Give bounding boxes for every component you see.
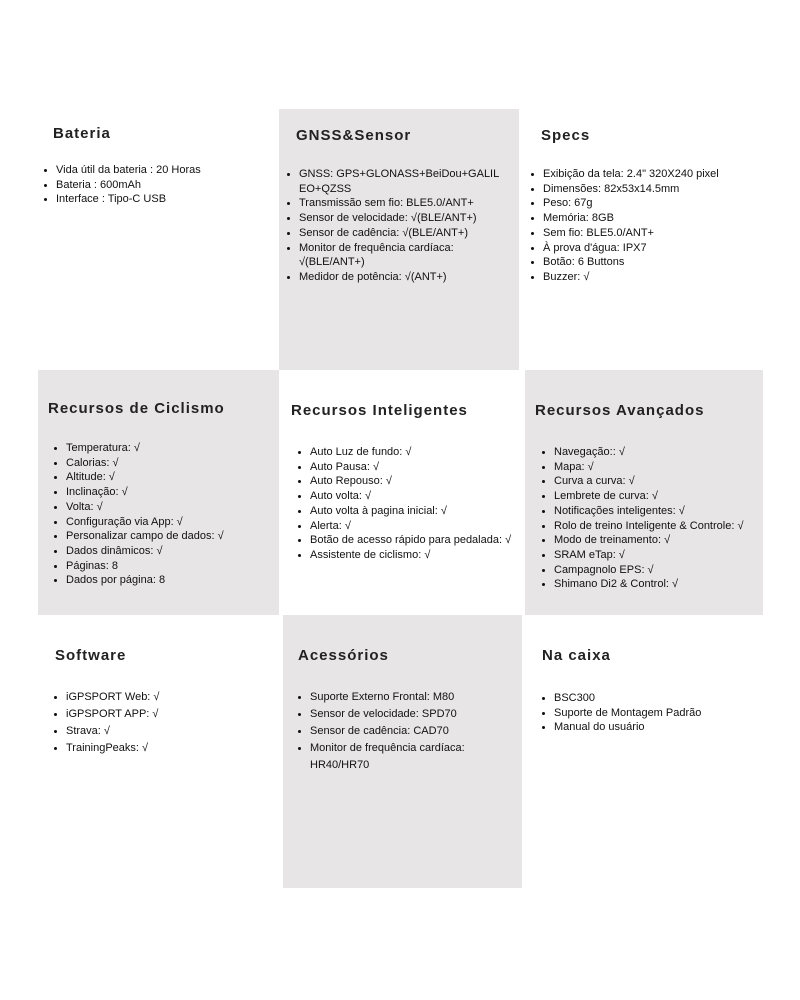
- list-item: • Exibição da tela: 2.4" 320X240 pixel: [543, 167, 773, 182]
- list-item: • Altitude: √: [66, 470, 291, 485]
- list-item: • Dimensões: 82x53x14.5mm: [543, 182, 773, 197]
- list-item: • Sensor de cadência: √(BLE/ANT+): [299, 226, 504, 241]
- feature-list: [536, 445, 779, 592]
- list-item: • Bateria : 600mAh: [56, 178, 281, 193]
- list-item: • Lembrete de curva: √: [554, 489, 779, 504]
- list-item: • Memória: 8GB: [543, 211, 773, 226]
- list-item: • Personalizar campo de dados: √: [66, 529, 291, 544]
- list-item: • Strava: √: [66, 723, 291, 740]
- section-title: Recursos Avançados: [535, 402, 705, 419]
- list-item: • GNSS: GPS+GLONASS+BeiDou+GALILEO+QZSS: [299, 167, 504, 196]
- section-title: Software: [55, 647, 127, 664]
- section-gnss-sensor: [279, 109, 519, 370]
- list-item: • Monitor de frequência cardíaca: √(BLE/ANT+): [299, 241, 504, 270]
- list-item: • Auto volta à pagina inicial: √: [310, 504, 540, 519]
- list-item: • Rolo de treino Inteligente & Controle: √: [554, 519, 779, 534]
- list-item: • Temperatura: √: [66, 441, 291, 456]
- section-title: Recursos Inteligentes: [291, 402, 468, 419]
- list-item: • Suporte de Montagem Padrão: [554, 706, 774, 721]
- list-item: • Dados por página: 8: [66, 573, 291, 588]
- list-item: • Sensor de velocidade: √(BLE/ANT+): [299, 211, 504, 226]
- feature-list: [292, 445, 540, 563]
- list-item: • Notificações inteligentes: √: [554, 504, 779, 519]
- list-item: • Buzzer: √: [543, 270, 773, 285]
- section-title: GNSS&Sensor: [296, 127, 412, 144]
- section-na-caixa: [525, 615, 763, 888]
- feature-list: [536, 691, 774, 735]
- list-item: • Suporte Externo Frontal: M80: [310, 689, 500, 706]
- list-item: • Auto Luz de fundo: √: [310, 445, 540, 460]
- feature-list: [38, 163, 281, 207]
- list-item: • Auto volta: √: [310, 489, 540, 504]
- section-software: [38, 615, 283, 888]
- feature-list: [292, 689, 500, 774]
- list-item: • Sensor de velocidade: SPD70: [310, 706, 500, 723]
- list-item: • BSC300: [554, 691, 774, 706]
- list-item: • Modo de treinamento: √: [554, 533, 779, 548]
- section-title: Bateria: [53, 125, 111, 142]
- list-item: • Transmissão sem fio: BLE5.0/ANT+: [299, 196, 504, 211]
- section-title: Acessórios: [298, 647, 389, 664]
- list-item: • Monitor de frequência cardíaca: HR40/HR70: [310, 740, 500, 774]
- section-recursos-avancados: [525, 370, 763, 615]
- section-acessorios: [283, 615, 522, 888]
- list-item: • Dados dinâmicos: √: [66, 544, 291, 559]
- feature-list: [48, 689, 291, 757]
- section-title: Specs: [541, 127, 591, 144]
- section-recursos-ciclismo: [38, 370, 279, 615]
- list-item: • iGPSPORT APP: √: [66, 706, 291, 723]
- feature-list: [281, 167, 504, 285]
- feature-list: [525, 167, 773, 285]
- list-item: • Interface : Tipo-C USB: [56, 192, 281, 207]
- list-item: • Peso: 67g: [543, 196, 773, 211]
- list-item: • Auto Repouso: √: [310, 474, 540, 489]
- list-item: • Calorias: √: [66, 456, 291, 471]
- list-item: • SRAM eTap: √: [554, 548, 779, 563]
- section-specs: [519, 109, 763, 370]
- section-recursos-inteligentes: [279, 370, 525, 615]
- list-item: • Inclinação: √: [66, 485, 291, 500]
- list-item: • Mapa: √: [554, 460, 779, 475]
- list-item: • Botão de acesso rápido para pedalada: √: [310, 533, 540, 548]
- list-item: • Auto Pausa: √: [310, 460, 540, 475]
- list-item: • Alerta: √: [310, 519, 540, 534]
- section-bateria: [38, 109, 279, 370]
- list-item: • Páginas: 8: [66, 559, 291, 574]
- list-item: • Sensor de cadência: CAD70: [310, 723, 500, 740]
- list-item: • À prova d'água: IPX7: [543, 241, 773, 256]
- section-title: Na caixa: [542, 647, 611, 664]
- list-item: • Manual do usuário: [554, 720, 774, 735]
- list-item: • Configuração via App: √: [66, 515, 291, 530]
- list-item: • Volta: √: [66, 500, 291, 515]
- feature-list: [48, 441, 291, 588]
- list-item: • Medidor de potência: √(ANT+): [299, 270, 504, 285]
- list-item: • TrainingPeaks: √: [66, 740, 291, 757]
- section-title: Recursos de Ciclismo: [48, 400, 225, 417]
- list-item: • Sem fio: BLE5.0/ANT+: [543, 226, 773, 241]
- list-item: • iGPSPORT Web: √: [66, 689, 291, 706]
- list-item: • Botão: 6 Buttons: [543, 255, 773, 270]
- list-item: • Shimano Di2 & Control: √: [554, 577, 779, 592]
- list-item: • Vida útil da bateria : 20 Horas: [56, 163, 281, 178]
- list-item: • Campagnolo EPS: √: [554, 563, 779, 578]
- list-item: • Curva a curva: √: [554, 474, 779, 489]
- list-item: • Navegação:: √: [554, 445, 779, 460]
- list-item: • Assistente de ciclismo: √: [310, 548, 540, 563]
